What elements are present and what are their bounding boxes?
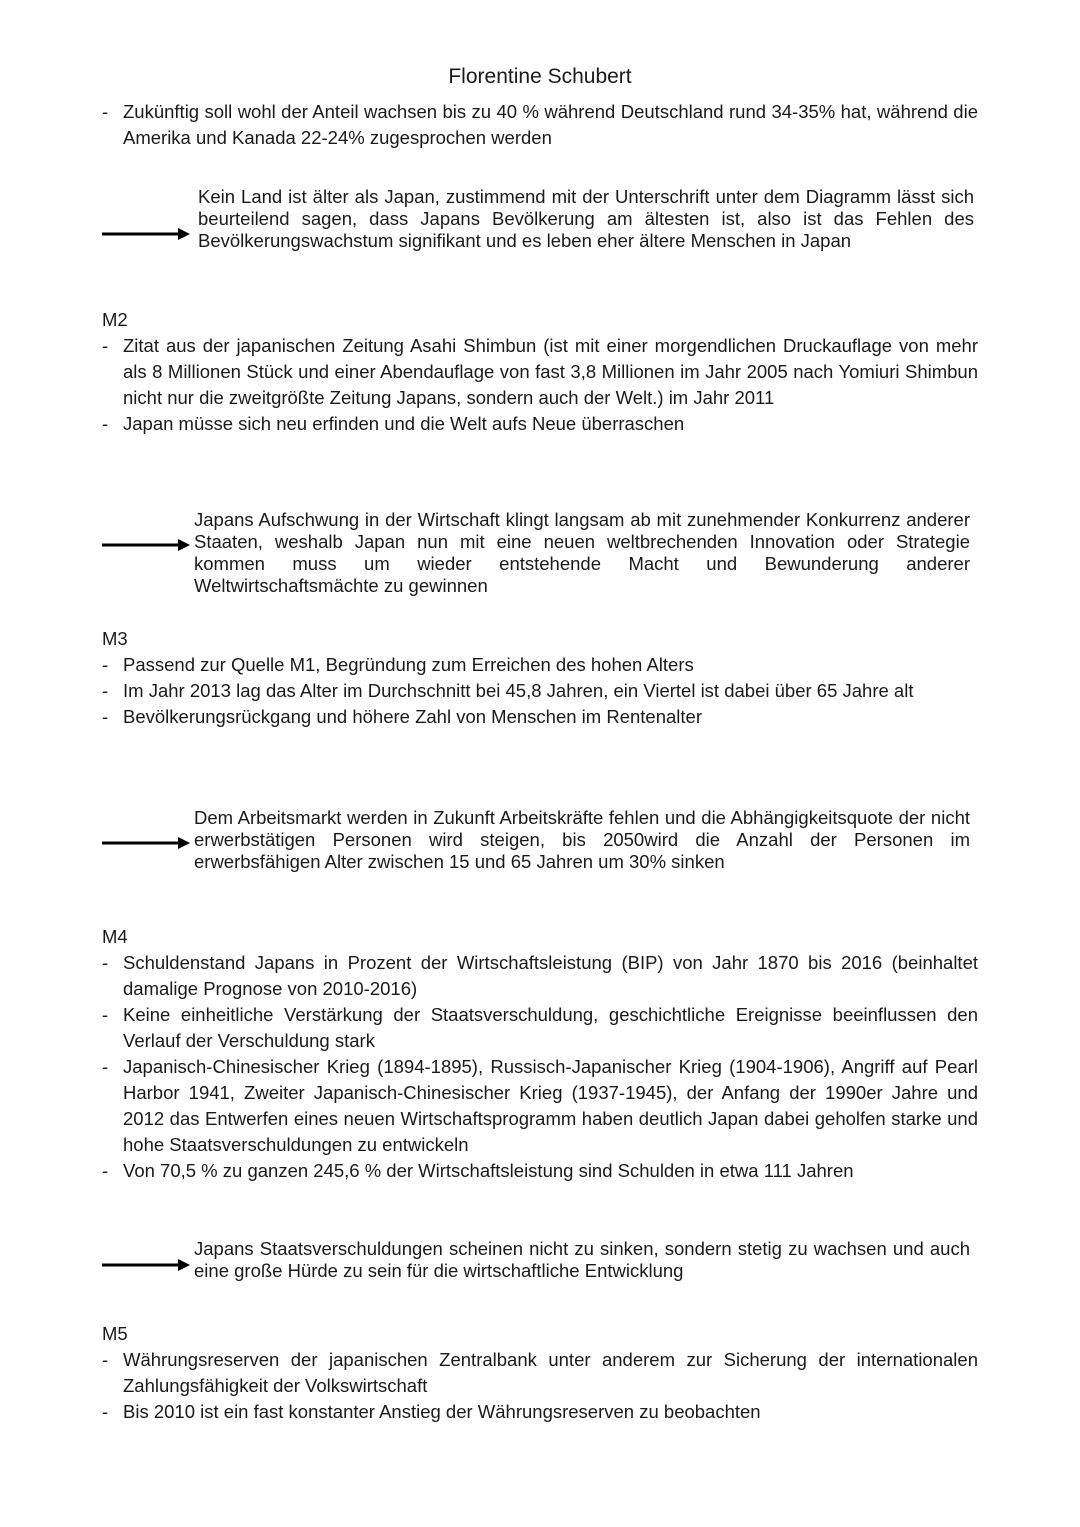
conclusion-text: Japans Staatsverschuldungen scheinen nicht zu sinken, sondern stetig zu wachsen und auch eine große Hürde zu sein für die wirtschaftliche Entwicklung [194, 1238, 970, 1281]
list-item: - Zitat aus der japanischen Zeitung Asahi Shimbun (ist mit einer morgendlichen Druckauflage von mehr als 8 Millionen Stück und einer Abendauflage von fast 3,8 Millionen im Jahr 2005 nach Yomiuri Shimbun nicht nur die zweitgrößte Zeitung Japans, sondern auch der Welt.) im Jahr 2011 [102, 333, 978, 411]
m2-bullet-list [102, 333, 978, 437]
section-heading-m2: M2 [102, 309, 128, 330]
arrow-right-icon [102, 1258, 190, 1272]
arrow-right-icon [102, 836, 190, 850]
list-item: - Japan müsse sich neu erfinden und die Welt aufs Neue überraschen [102, 411, 978, 437]
list-item: - Schuldenstand Japans in Prozent der Wirtschaftsleistung (BIP) von Jahr 1870 bis 2016 (beinhaltet damalige Prognose von 2010-2016) [102, 950, 978, 1002]
m3-bullet-list [102, 652, 978, 730]
m4-bullet-list [102, 950, 978, 1184]
arrow-right-icon [102, 538, 190, 552]
list-item: - Japanisch-Chinesischer Krieg (1894-1895), Russisch-Japanischer Krieg (1904-1906), Angriff auf Pearl Harbor 1941, Zweiter Japanisch-Chinesischer Krieg (1937-1945), der Anfang der 1990er Jahre und 2012 das Entwerfen eines neuen Wirtschaftsprogramm haben deutlich Japan dabei geholfen starke und hohe Staatsverschuldungen zu entwickeln [102, 1054, 978, 1158]
section-heading-m5: M5 [102, 1323, 128, 1344]
list-item: - Bis 2010 ist ein fast konstanter Anstieg der Währungsreserven zu beobachten [102, 1399, 978, 1425]
conclusion-text: Kein Land ist älter als Japan, zustimmend mit der Unterschrift unter dem Diagramm lässt sich beurteilend sagen, dass Japans Bevölkerung am ältesten ist, also ist das Fehlen des Bevölkerungswachstum signifikant und es leben eher ältere Menschen in Japan [198, 186, 974, 251]
section-heading-m4: M4 [102, 926, 128, 947]
list-item: - Passend zur Quelle M1, Begründung zum Erreichen des hohen Alters [102, 652, 978, 678]
arrow-right-icon [102, 227, 190, 241]
list-item: - Im Jahr 2013 lag das Alter im Durchschnitt bei 45,8 Jahren, ein Viertel ist dabei über 65 Jahre alt [102, 678, 978, 704]
list-item: - Bevölkerungsrückgang und höhere Zahl von Menschen im Rentenalter [102, 704, 978, 730]
list-item: - Von 70,5 % zu ganzen 245,6 % der Wirtschaftsleistung sind Schulden in etwa 111 Jahren [102, 1158, 978, 1184]
list-item: - Währungsreserven der japanischen Zentralbank unter anderem zur Sicherung der internationalen Zahlungsfähigkeit der Volkswirtschaft [102, 1347, 978, 1399]
author-name: Florentine Schubert [448, 65, 632, 88]
intro-bullet-list [102, 99, 978, 151]
list-item: - Zukünftig soll wohl der Anteil wachsen bis zu 40 % während Deutschland rund 34-35% hat, während die Amerika und Kanada 22-24% zugesprochen werden [102, 99, 978, 151]
section-heading-m3: M3 [102, 628, 128, 649]
list-item: - Keine einheitliche Verstärkung der Staatsverschuldung, geschichtliche Ereignisse beeinflussen den Verlauf der Verschuldung stark [102, 1002, 978, 1054]
m5-bullet-list [102, 1347, 978, 1425]
conclusion-text: Dem Arbeitsmarkt werden in Zukunft Arbeitskräfte fehlen und die Abhängigkeitsquote der nicht erwerbstätigen Personen wird steigen, bis 2050wird die Anzahl der Personen im erwerbsfähigen Alter zwischen 15 und 65 Jahren um 30% sinken [194, 807, 970, 872]
conclusion-text: Japans Aufschwung in der Wirtschaft klingt langsam ab mit zunehmender Konkurrenz anderer Staaten, weshalb Japan nun mit eine neuen weltbrechenden Innovation oder Strategie kommen muss um wieder entstehende Macht und Bewunderung anderer Weltwirtschaftsmächte zu gewinnen [194, 509, 970, 596]
